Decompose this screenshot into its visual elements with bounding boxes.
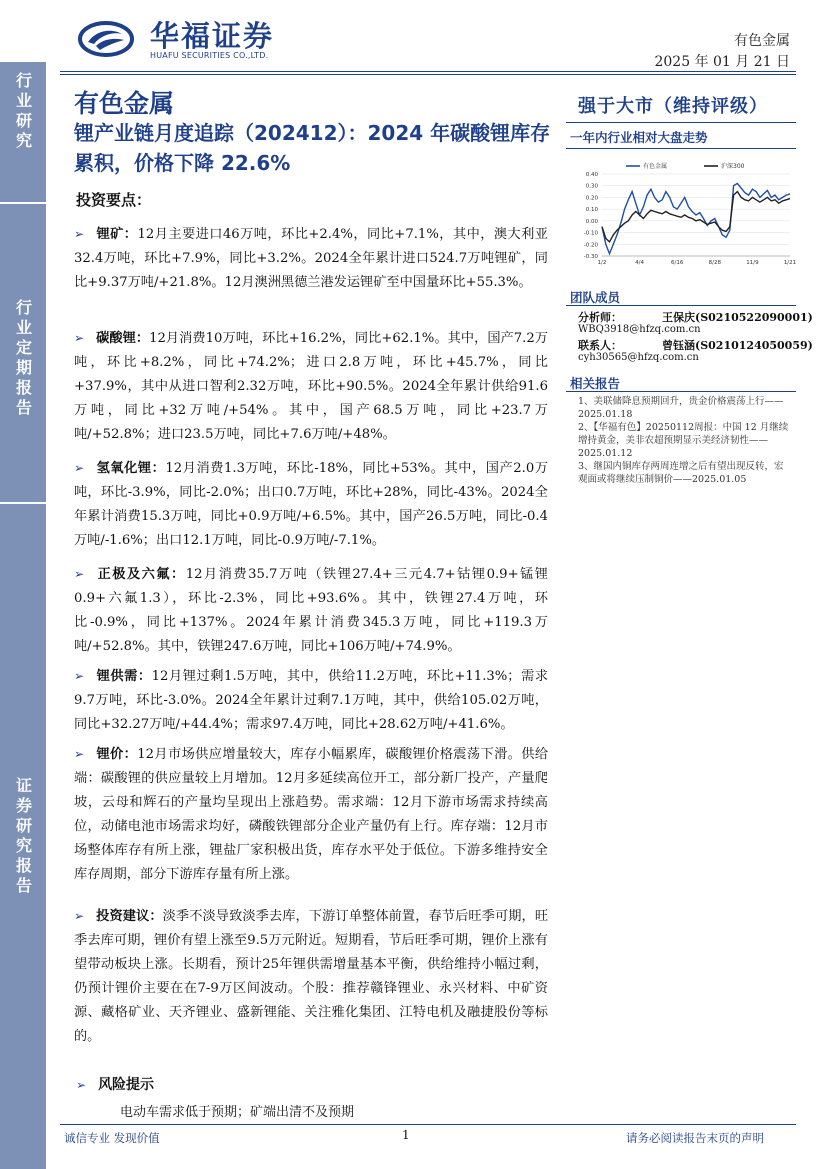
- point-name: 锂矿：: [96, 227, 138, 242]
- bullet-icon: ➢: [74, 747, 85, 761]
- analyst-label: 分析师：: [578, 311, 622, 324]
- point-lithium-hydroxide: [74, 456, 548, 553]
- header-sector: 有色金属: [734, 33, 790, 49]
- chart-heading-rule: [566, 148, 796, 149]
- x-tick-label: 1/2: [597, 260, 607, 266]
- team-rule: [566, 305, 796, 306]
- x-tick-label: 8/28: [708, 260, 721, 266]
- x-tick-label: 4/4: [635, 260, 645, 266]
- point-lithium-price: [74, 742, 548, 887]
- sidebar-label-periodic-report: 行业定期报告: [13, 299, 33, 419]
- point-text: 12月消费35.7万吨（铁锂27.4+三元4.7+钴锂0.9+锰锂0.9+六氟1.3），环比-2.3%，同比+93.6%。其中，铁锂27.4万吨，环比-0.9%，同比+137%。2024年累计消费345.3万吨，同比+119.3万吨/+52.8%。其中，铁锂247.6万吨，同比+106万吨/+74.9%。: [74, 567, 548, 654]
- related-report-item[interactable]: 1、美联储降息预期回升，贵金价格震荡上行——2025.01.18: [578, 396, 784, 420]
- footer-disclaimer: 请务必阅读报告末页的声明: [626, 1131, 764, 1145]
- bullet-icon: ➢: [74, 331, 85, 345]
- x-tick-label: 11/9: [746, 260, 759, 266]
- risk-heading-text: 风险提示: [98, 1077, 155, 1093]
- point-text: 12月市场供应增量较大，库存小幅累库，碳酸锂价格震荡下滑。供给端：碳酸锂的供应量较上月增加。12月多延续高位开工，部分新厂投产，产量爬坡，云母和辉石的产量均呈现出上涨趋势。需求端：12月下游市场需求持续高位，动储电池市场需求均好，磷酸铁锂部分企业产量仍有上行。库存端：12月市场整体库存有所上涨，锂盐厂家积极出货，库存水平处于低位。下游多维持安全库存周期，部分下游库存量有所上涨。: [74, 747, 549, 882]
- sidebar-divider: [0, 202, 46, 204]
- x-tick-label: 6/16: [671, 260, 684, 266]
- contact-label: 联系人：: [578, 339, 622, 352]
- sidebar-label-securities-report: 证券研究报告: [13, 777, 33, 897]
- x-tick-label: 1/21: [783, 260, 796, 266]
- point-lithium-carbonate: [74, 326, 548, 447]
- point-text: 12月消费1.3万吨，环比-18%，同比+53%。其中，国产2.0万吨，环比-3.9%，同比-2.0%；出口0.7万吨，环比+28%，同比-43%。2024全年累计消费15.3万吨，同比+0.9万吨/+6.5%。其中，国产26.5万吨，同比-0.4万吨/-1.6%；出口12.1万吨，同比-0.9万吨/-7.1%。: [74, 461, 549, 548]
- header-rule-thin: [60, 74, 796, 75]
- point-name: 碳酸锂：: [96, 331, 150, 346]
- header-date: 2025 年 01 月 21 日: [654, 54, 790, 70]
- y-tick-label: -0.10: [583, 230, 598, 237]
- point-name: 正极及六氟：: [96, 567, 186, 582]
- bullet-icon: ➢: [74, 669, 85, 683]
- bullet-icon: ➢: [76, 1078, 87, 1092]
- bullet-icon: ➢: [74, 461, 85, 475]
- legend-label: 有色金属: [643, 163, 668, 170]
- point-investment-advice: [74, 904, 548, 1049]
- risk-text: 电动车需求低于预期；矿端出清不及预期: [120, 1105, 355, 1120]
- bullet-icon: ➢: [74, 909, 85, 923]
- sector-title: 有色金属: [74, 89, 175, 118]
- point-name: 氢氧化锂：: [96, 461, 166, 476]
- y-tick-label: -0.30: [583, 254, 598, 260]
- related-heading: 相关报告: [570, 376, 621, 391]
- legend-label: 沪深300: [721, 163, 745, 170]
- chart-heading: 一年内行业相对大盘走势: [570, 130, 708, 145]
- relative-performance-chart: [566, 160, 796, 268]
- sidebar: [0, 62, 46, 1169]
- bullet-icon: ➢: [74, 567, 85, 581]
- analyst-email: WBQ3918@hfzq.com.cn: [578, 324, 701, 335]
- point-text: 12月锂过剩1.5万吨，其中，供给11.2万吨，环比+11.3%；需求9.7万吨，环比-3.0%。2024全年累计过剩7.1万吨，其中，供给105.02万吨，同比+32.27万吨/+44.4%；需求97.4万吨，同比+28.62万吨/+41.6%。: [74, 669, 549, 732]
- huafu-logo-icon: [78, 20, 134, 58]
- y-tick-label: 0.10: [585, 207, 598, 214]
- rating: 强于大市（维持评级）: [578, 96, 768, 117]
- contact-row: [578, 337, 813, 353]
- sidebar-divider: [0, 502, 46, 504]
- y-tick-label: 0.40: [585, 172, 598, 178]
- header-rule: [60, 71, 796, 72]
- sidebar-label-industry-research: 行业研究: [13, 72, 33, 152]
- series-line-csi300: [602, 192, 790, 242]
- contact-email: cyh30565@hfzq.com.cn: [578, 352, 699, 363]
- related-report-item[interactable]: 3、继国内铜库存两周连增之后有望出现反转，宏观面或将继续压制铜价——2025.01.05: [578, 461, 784, 485]
- contact-name: 曾钰涵(S0210124050059): [662, 339, 813, 352]
- point-name: 投资建议：: [96, 909, 163, 924]
- page-number: 1: [402, 1128, 410, 1142]
- y-tick-label: 0.30: [585, 183, 598, 190]
- footer-slogan: 诚信专业 发现价值: [64, 1131, 160, 1145]
- y-tick-label: 0.20: [585, 195, 598, 202]
- rating-rule: [566, 122, 796, 123]
- team-heading: 团队成员: [570, 290, 621, 305]
- company-name-cn: 华福证券: [150, 19, 275, 53]
- point-text: 淡季不淡导致淡季去库，下游订单整体前置，春节后旺季可期，旺季去库可期，锂价有望上涨至9.5万元附近。短期看，节后旺季可期，锂价上涨有望带动板块上涨。长期看，预计25年锂供需增量基本平衡，供给维持小幅过剩，仍预计锂价主要在在7-9万区间波动。个股：推荐赣锋锂业、永兴材料、中矿资源、藏格矿业、天齐锂业、盛新锂能、关注雅化集团、江特电机及融捷股份等标的。: [74, 909, 549, 1044]
- related-rule: [566, 391, 796, 392]
- point-text: 12月消费10万吨，环比+16.2%，同比+62.1%。其中，国产7.2万吨，环比+8.2%，同比+74.2%；进口2.8万吨，环比+45.7%，同比+37.9%，其中从进口智利2.32万吨，环比+90.5%。2024全年累计供给91.6万吨，同比+32万吨/+54%。其中，国产68.5万吨，同比+23.7万吨/+52.8%；进口23.5万吨，同比+7.6万吨/+48%。: [74, 331, 549, 442]
- analyst-name: 王保庆(S0210522090001): [662, 311, 813, 324]
- point-text: 12月主要进口46万吨，环比+2.4%，同比+7.1%，其中，澳大利亚32.4万吨，环比+7.9%，同比+3.2%。2024全年累计进口524.7万吨锂矿，同比+9.37万吨/+21.8%。12月澳洲黑德兰港发运锂矿至中国量环比+55.3%。: [74, 227, 548, 290]
- report-title: 锂产业链月度追踪（202412）：2024 年碳酸锂库存累积，价格下降 22.6%: [74, 121, 551, 175]
- point-lithium-ore: [74, 222, 548, 295]
- related-report-item[interactable]: 2、【华福有色】20250112周报：中国 12 月继续增持黄金，美非农超预期显示美经济韧性——2025.01.12: [578, 422, 789, 459]
- y-tick-label: -0.20: [583, 242, 598, 249]
- point-supply-demand: [74, 664, 548, 737]
- point-cathode: [74, 562, 548, 659]
- point-name: 锂价：: [96, 747, 138, 762]
- bullet-icon: ➢: [74, 227, 85, 241]
- company-name-en: HUAFU SECURITIES CO.,LTD.: [150, 51, 269, 60]
- y-tick-label: 0.00: [585, 218, 598, 225]
- analyst-row: [578, 309, 813, 325]
- footer-rule: [60, 1124, 796, 1125]
- key-points-heading: 投资要点：: [76, 191, 152, 209]
- point-name: 锂供需：: [96, 669, 152, 684]
- risk-heading: [76, 1074, 154, 1094]
